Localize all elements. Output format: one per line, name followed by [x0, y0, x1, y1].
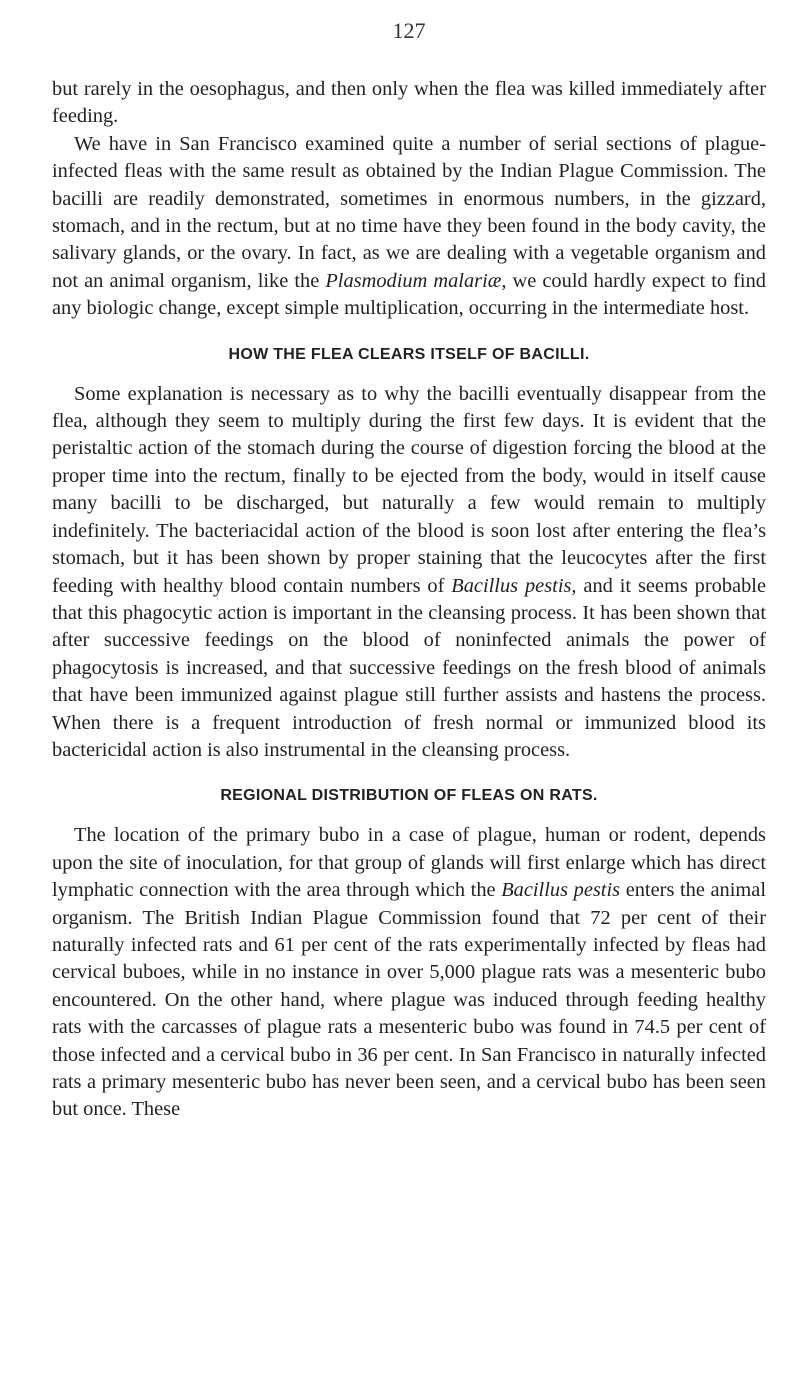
section-heading-regional-distribution: REGIONAL DISTRIBUTION OF FLEAS ON RATS. — [220, 787, 598, 805]
species-name: Bacillus pestis, — [451, 574, 577, 597]
section-heading-flea-clears-bacilli: HOW THE FLEA CLEARS ITSELF OF BACILLI. — [228, 345, 590, 363]
species-name: Plasmodium malariæ, — [325, 269, 507, 292]
paragraph-text: We have in San Francisco examined quite a number of serial sections of plague-infected fleas with the same result as obtained by the Indian Plague Commission. The bacilli are readily demonstrated, sometimes in enormous numbers, in the gizzard, stomach, and in the rectum, but at no time have they been found in the body cavity, the salivary glands, or the ovary. In fact, as we are dealing with a vegetable organism and not an animal organism, like the — [52, 132, 766, 292]
paragraph-san-francisco-examination — [52, 131, 766, 323]
page-number: 127 — [392, 18, 426, 43]
paragraph-continuation: but rarely in the oesophagus, and then only when the flea was killed immediately after feeding. — [52, 78, 766, 128]
paragraph-flea-clears-bacilli — [52, 381, 766, 765]
paragraph-text: The location of the primary bubo in a case of plague, human or rodent, depends upon the site of inoculation, for that group of glands will first enlarge which has direct lymphatic connection with the area through which the — [52, 824, 766, 902]
document-page — [52, 18, 766, 1124]
paragraph-text: and it seems probable that this phagocytic action is important in the cleansing process. It has been shown that after successive feedings on the blood of noninfected animals the power of phagocytosis is increased, and that successive feedings on the fresh blood of animals that have been immunized against plague still further assists and hastens the process. When there is a frequent introduction of fresh normal or immunized blood its bactericidal action is also instrumental in the cleansing process. — [52, 574, 766, 761]
paragraph-regional-distribution — [52, 822, 766, 1123]
paragraph-text: enters the animal organism. The British Indian Plague Commission found that 72 per cent of their naturally infected rats and 61 per cent of the rats experimentally infected by fleas had cervical buboes, while in no instance in over 5,000 plague rats was a mesenteric bubo encountered. On the other hand, where plague was induced through feeding healthy rats with the carcasses of plague rats a mesenteric bubo was found in 74.5 per cent of those infected and a cervical bubo in 36 per cent. In San Francisco in naturally infected rats a primary mesenteric bubo has never been seen, and a cervical bubo has been seen but once. These — [52, 879, 766, 1121]
species-name: Bacillus pestis — [501, 879, 621, 902]
paragraph-text: Some explanation is necessary as to why the bacilli eventually disappear from the flea, although they seem to multiply during the first few days. It is evident that the peristaltic action of the stomach during the course of digestion forcing the blood at the proper time into the rectum, finally to be ejected from the body, would in itself cause many bacilli to be discharged, but naturally a few would remain to multiply indefinitely. The bacteriacidal action of the blood is soon lost after entering the flea’s stomach, but it has been shown by proper staining that the leucocytes after the first feeding with healthy blood contain numbers of — [52, 382, 766, 597]
paragraph-text: we could hardly expect to find any biologic change, except simple multiplication, occurring in the intermediate host. — [52, 269, 766, 320]
